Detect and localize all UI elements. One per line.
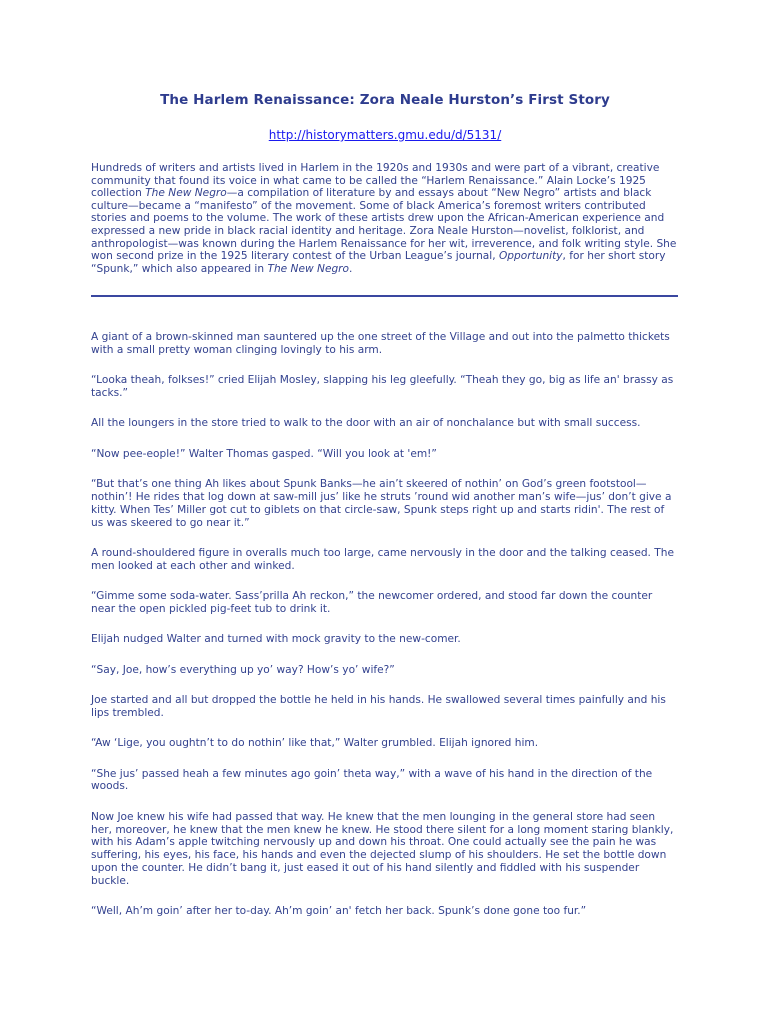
intro-italic-2: Opportunity xyxy=(498,250,563,263)
story-paragraph: A giant of a brown-skinned man sauntered up the one street of the Village and out into the palmetto thickets with a small pretty woman clinging lovingly to his arm. xyxy=(91,331,670,356)
story-body xyxy=(91,331,679,936)
intro-italic-3: The New Negro xyxy=(267,262,350,275)
source-url xyxy=(91,128,679,142)
story-paragraph: Now Joe knew his wife had passed that way. He knew that the men lounging in the general store had seen her, moreover, he knew that the men knew he knew. He stood there silent for a long moment staring blankly, with his Adam’s apple twitching nervously up and down his throat. One could actually see the pain he was suffering, his eyes, his face, his hands and even the dejected slump of his shoulders. He set the bottle down upon the counter. He didn’t bang it, just eased it out of his hand silently and fiddled with his suspender buckle. xyxy=(91,810,674,887)
story-paragraph: “She jus’ passed heah a few minutes ago goin’ theta way,” with a wave of his hand in the direction of the woods. xyxy=(91,767,653,793)
source-link[interactable]: http://historymatters.gmu.edu/d/5131/ xyxy=(268,128,502,142)
story-paragraph: All the loungers in the store tried to walk to the door with an air of nonchalance but with small success. xyxy=(91,417,641,430)
story-paragraph: “Gimme some soda-water. Sass’prilla Ah reckon,” the newcomer ordered, and stood far down the counter near the open pickled pig-feet tub to drink it. xyxy=(91,590,653,615)
story-paragraph: “But that’s one thing Ah likes about Spunk Banks—he ain’t skeered of nothin’ on God’s green footstool—nothin’! He rides that log down at saw-mill jus’ like he struts ’round wid another man’s wife—jus’ don’t give a kitty. When Tes’ Miller got cut to giblets on that circle-saw, Spunk steps right up and starts ridin'. The rest of us was skeered to go near it.” xyxy=(91,478,672,529)
intro-text-2: —a compilation of literature by and essays about “New Negro” artists and black culture—became a “manifesto” of the movement. Some of black America’s foremost writers contributed stories and poems to the volume. The work of these artists drew upon the African-American experience and expressed a new pride in black racial identity and heritage. Zora Neale Hurston—novelist, folklorist, and anthropologist—was known during the Harlem Renaissance for her wit, irreverence, and folk writing style. She won second prize in the 1925 literary contest of the Urban League’s journal, xyxy=(91,187,677,263)
story-paragraph: “Looka theah, folkses!” cried Elijah Mosley, slapping his leg gleefully. “Theah they go, big as life an' brassy as tacks.” xyxy=(91,374,674,399)
intro-paragraph xyxy=(91,162,679,275)
story-paragraph: Joe started and all but dropped the bottle he held in his hands. He swallowed several times painfully and his lips trembled. xyxy=(91,694,666,719)
intro-text-4: . xyxy=(349,262,353,275)
story-paragraph: “Well, Ah’m goin’ after her to-day. Ah’m goin’ an' fetch her back. Spunk’s done gone too fur.” xyxy=(91,905,587,918)
story-paragraph: Elijah nudged Walter and turned with mock gravity to the new-comer. xyxy=(91,633,461,646)
story-paragraph: “Aw ‘Lige, you oughtn’t to do nothin’ like that,” Walter grumbled. Elijah ignored him. xyxy=(91,737,539,750)
section-divider xyxy=(91,295,678,297)
intro-text-1: Hundreds of writers and artists lived in Harlem in the 1920s and 1930s and were part of a vibrant, creative community that found its voice in what came to be called the “Harlem Renaissance.” Alain Locke’s 1925 collection xyxy=(91,162,660,200)
story-paragraph: “Now pee-eople!” Walter Thomas gasped. “Will you look at 'em!” xyxy=(91,447,437,460)
story-paragraph: “Say, Joe, how’s everything up yo’ way? How’s yo’ wife?” xyxy=(91,663,395,676)
document-title: The Harlem Renaissance: Zora Neale Hurston’s First Story xyxy=(160,92,610,108)
intro-italic-1: The New Negro xyxy=(145,187,227,200)
intro-text-3: , for her short story “Spunk,” which also appeared in xyxy=(91,250,666,275)
story-paragraph: A round-shouldered figure in overalls much too large, came nervously in the door and the talking ceased. The men looked at each other and winked. xyxy=(91,546,674,572)
